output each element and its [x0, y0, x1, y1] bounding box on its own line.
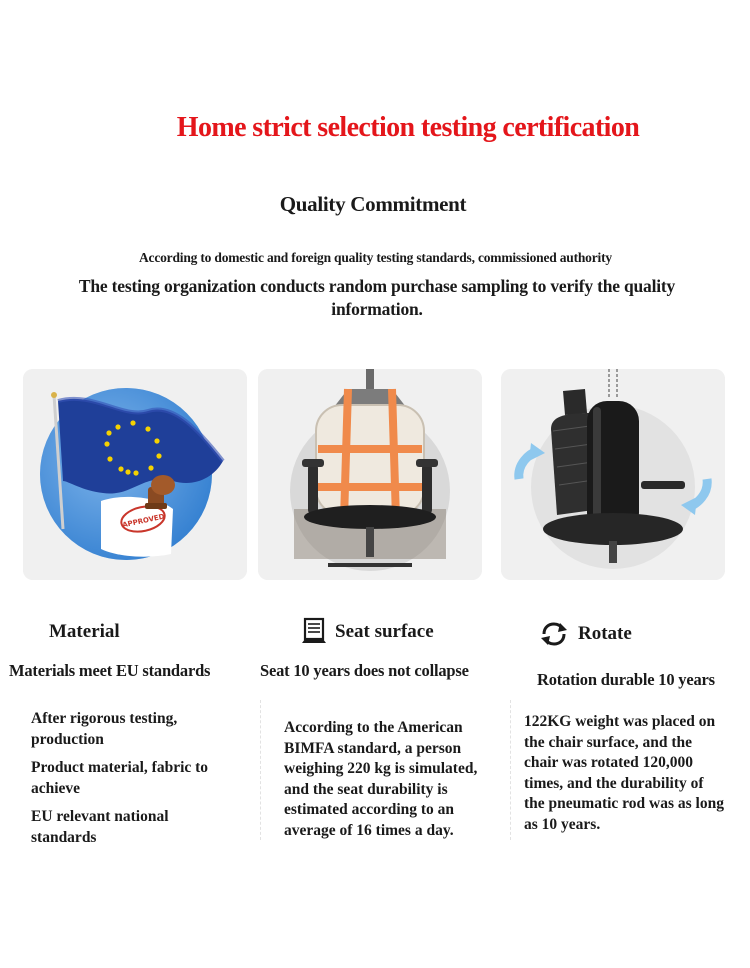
feature-material-paragraph: Product material, fabric to achieve [31, 759, 209, 797]
feature-material-paragraph: After rigorous testing, production [31, 710, 178, 748]
intro-line-small: According to domestic and foreign quality testing standards, commissioned authority [139, 250, 612, 265]
feature-material-title: Material [49, 621, 120, 642]
feature-material-heading [49, 621, 120, 643]
laptop-icon [301, 617, 327, 647]
column-divider [260, 700, 261, 840]
feature-seat-paragraph: According to the American BIMFA standard, a person weighing 220 kg is simulated, and the seat durability is estimated according to an average of 16 times a day. [284, 719, 478, 839]
feature-seat-body [284, 718, 494, 849]
stamp-text: APPROVED [121, 512, 166, 530]
section-subtitle: Quality Commitment [279, 192, 467, 216]
feature-rotate-heading [538, 620, 632, 648]
feature-seat-headline: Seat 10 years does not collapse [260, 661, 469, 680]
seat-test-image [258, 369, 482, 580]
feature-material-body [31, 709, 231, 856]
page-title: Home strict selection testing certification [176, 112, 640, 143]
feature-material-headline: Materials meet EU standards [9, 661, 211, 680]
feature-rotate-body [524, 712, 724, 843]
rotate-arrows-icon [538, 620, 570, 648]
eu-standard-image [23, 369, 247, 580]
feature-material-paragraph: EU relevant national standards [31, 808, 169, 846]
feature-seat-heading [301, 617, 434, 647]
feature-seat-title: Seat surface [335, 621, 434, 642]
feature-rotate-title: Rotate [578, 623, 632, 644]
intro-line-large: The testing organization conducts random purchase sampling to verify the quality information. [78, 276, 676, 319]
feature-rotate-paragraph: 122KG weight was placed on the chair surface, and the chair was rotated 120,000 times, and the durability of the pneumatic rod was as long as 10 years. [524, 713, 724, 833]
column-divider [510, 700, 511, 840]
feature-rotate-headline: Rotation durable 10 years [537, 670, 715, 689]
rotate-test-image [501, 369, 725, 580]
